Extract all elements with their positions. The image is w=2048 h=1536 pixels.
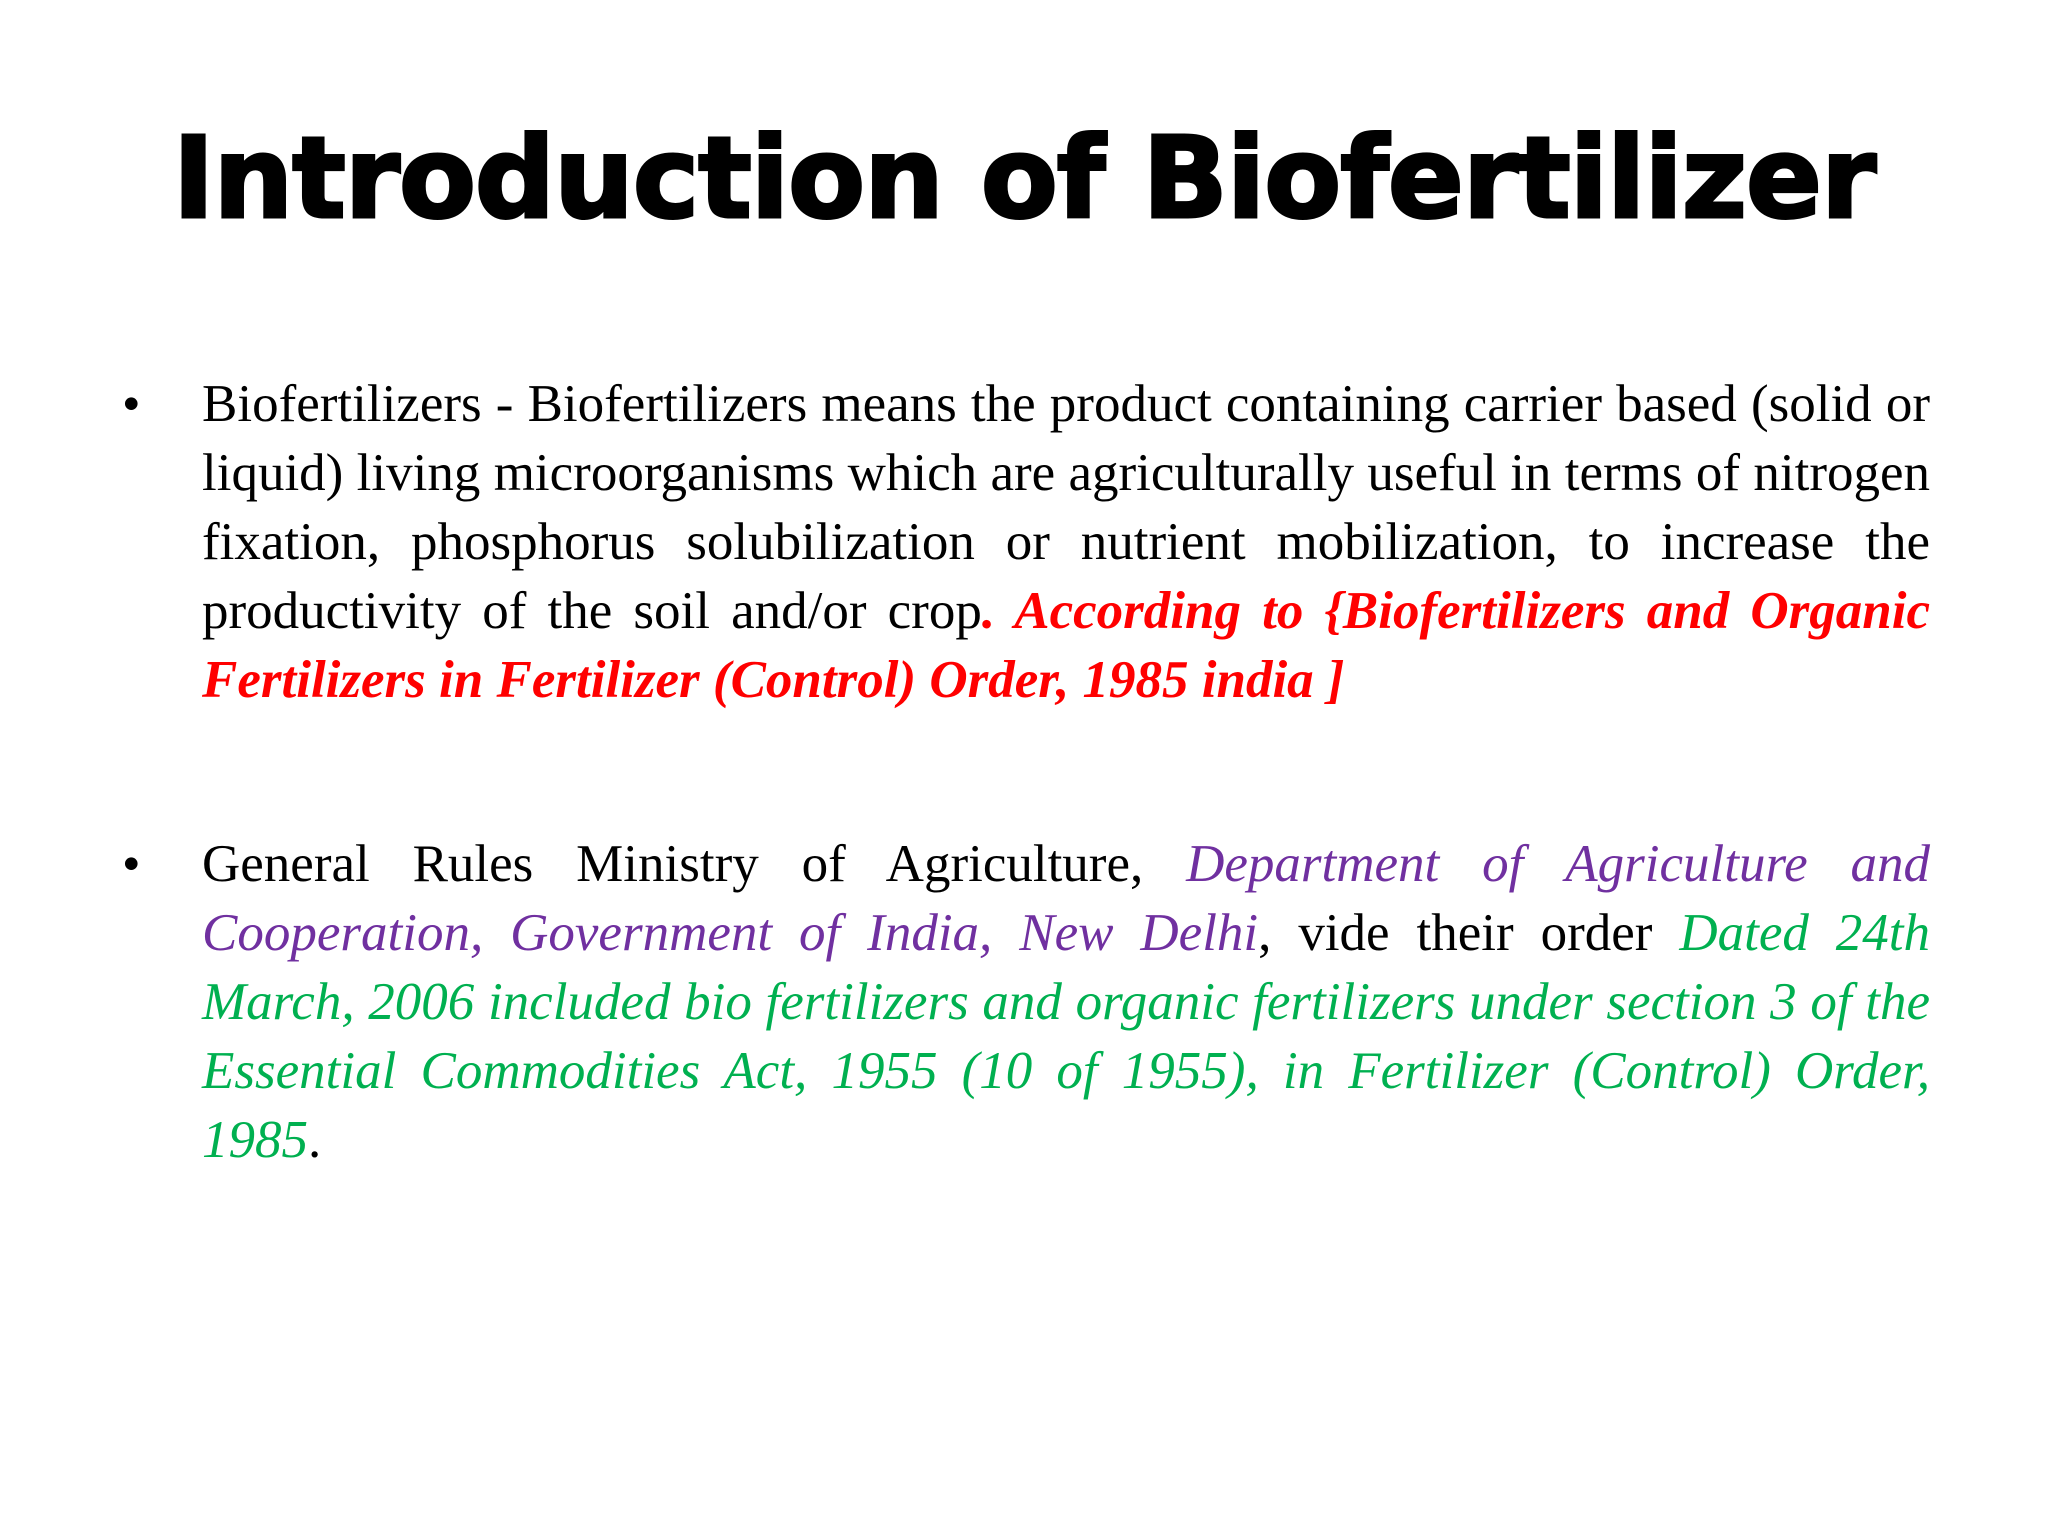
order-date-highlight: Dated 24th March, 2006 included bio fertilizers and organic fertilizers under section 3 of the Essential Commodities Act, 1955 (10 of 1955), in Fertilizer (Control) Order, 1985 [202,904,1931,1169]
bullet-icon: • [122,835,141,893]
bullet-item-biofertilizer-definition [118,370,1930,715]
bullet-icon: • [122,375,141,433]
general-rules-text: General Rules Ministry of Agriculture, [202,835,1187,893]
closing-period: . [308,1111,322,1169]
definition-source-highlight: . According to {Biofertilizers and Organic Fertilizers in Fertilizer (Control) Order, 1985 india ] [202,582,1930,709]
order-text: , vide their order [1258,904,1680,962]
slide-title: Introduction of Biofertilizer [172,114,1876,244]
bullet-item-general-rules [118,830,1930,1175]
definition-text: Biofertilizers - Biofertilizers means the product containing carrier based (solid or liquid) living microorganisms which are agriculturally useful in terms of nitrogen fixation, phosphorus solubilization or nutrient mobilization, to increase the productivity of the soil and/or crop [202,375,1930,640]
bullet-list [118,370,1930,1175]
department-highlight: Department of Agriculture and Cooperation, Government of India, New Delhi [202,835,1930,962]
